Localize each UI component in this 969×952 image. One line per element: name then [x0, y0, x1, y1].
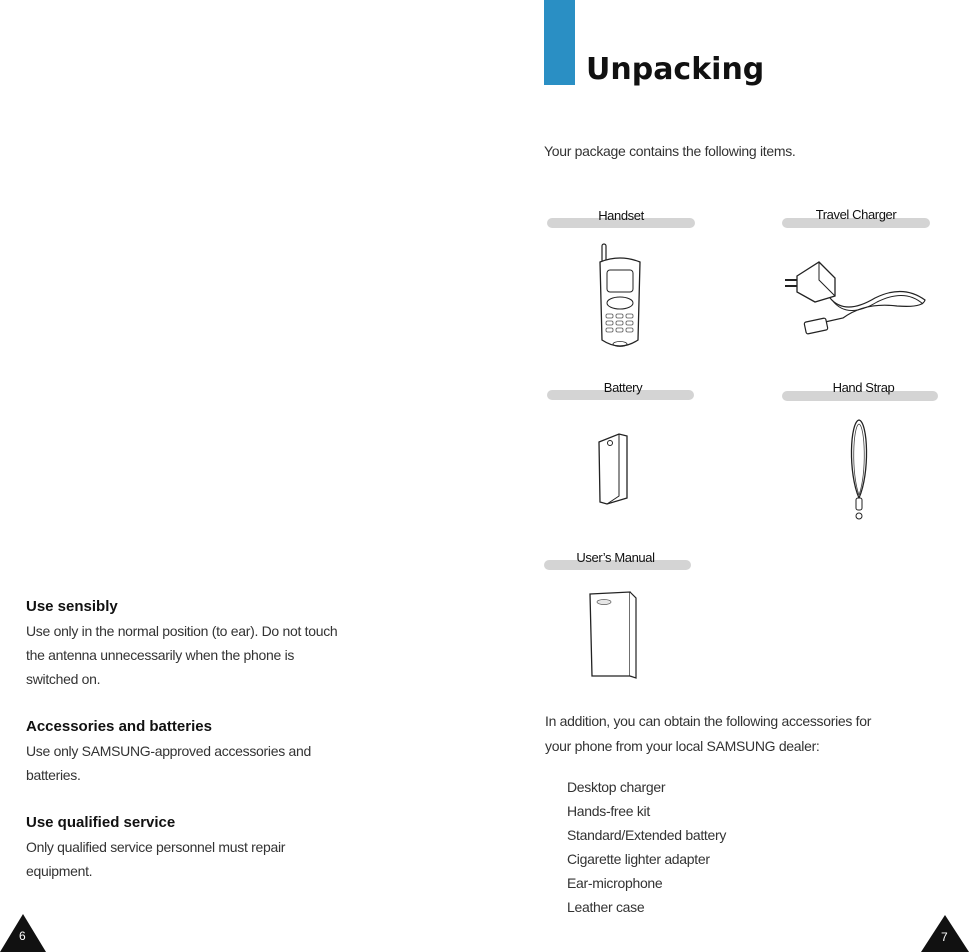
additional-accessories-text: [545, 709, 871, 759]
item-label-travel-charger: Travel Charger: [815, 207, 897, 222]
accessories-list: [567, 775, 726, 919]
item-label-handset: Handset: [598, 208, 644, 223]
accessory-item: Desktop charger: [567, 779, 666, 795]
title-accent-bar: [544, 0, 575, 85]
page-number-left: 6: [19, 929, 26, 943]
accessory-item: Cigarette lighter adapter: [567, 851, 710, 867]
accessory-item: Hands-free kit: [567, 803, 650, 819]
hand-strap-illustration: [848, 418, 870, 522]
item-label-users-manual: User’s Manual: [576, 550, 655, 565]
body-line: equipment.: [26, 863, 93, 879]
item-label-hand-strap: Hand Strap: [832, 380, 895, 395]
travel-charger-illustration: [785, 258, 928, 340]
item-label-battery: Battery: [603, 380, 643, 395]
accessory-item: Standard/Extended battery: [567, 827, 727, 843]
section-body-qualified-service: [26, 835, 285, 883]
section-title-accessories: Accessories and batteries: [26, 718, 212, 735]
intro-text: Your package contains the following items.: [544, 143, 796, 159]
body-line: Use only in the normal position (to ear). Do not touch: [26, 623, 338, 639]
page-title: Unpacking: [586, 52, 765, 87]
accessory-item: Leather case: [567, 899, 645, 915]
body-line: batteries.: [26, 767, 81, 783]
page-number-right: 7: [941, 930, 948, 944]
battery-illustration: [595, 432, 631, 506]
accessory-item: Ear-microphone: [567, 875, 663, 891]
body-line: switched on.: [26, 671, 101, 687]
body-line: Only qualified service personnel must repair: [26, 839, 286, 855]
body-line: Use only SAMSUNG-approved accessories and: [26, 743, 311, 759]
section-title-qualified-service: Use qualified service: [26, 814, 176, 831]
handset-illustration: [595, 244, 645, 352]
section-body-accessories: [26, 739, 311, 787]
additional-line: your phone from your local SAMSUNG dealer:: [545, 738, 820, 754]
body-line: the antenna unnecessarily when the phone is: [26, 647, 295, 663]
users-manual-illustration: [588, 590, 640, 680]
additional-line: In addition, you can obtain the following accessories for: [545, 713, 872, 729]
section-title-use-sensibly: Use sensibly: [26, 598, 118, 615]
section-body-use-sensibly: [26, 619, 337, 691]
